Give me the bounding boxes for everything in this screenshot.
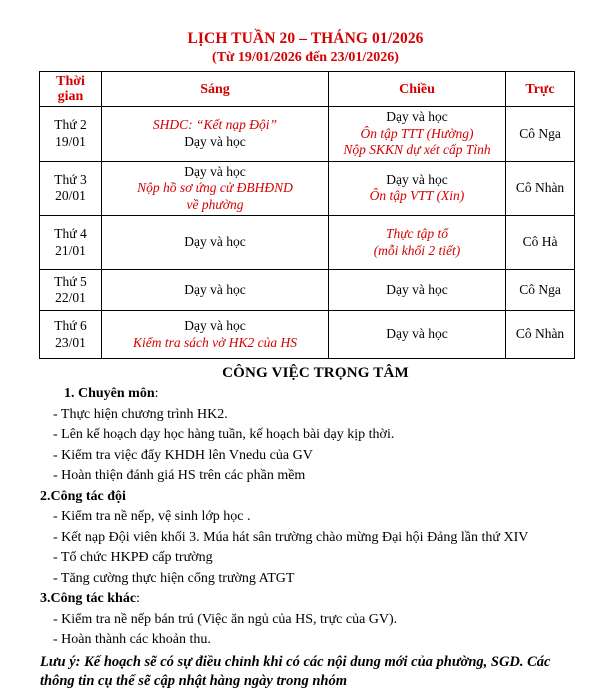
cell-afternoon (329, 270, 506, 311)
row-day: Thứ 6 (54, 318, 87, 333)
task-group-title (40, 384, 591, 405)
task-group-title (40, 589, 591, 610)
cell-afternoon (329, 161, 506, 216)
cell-duty: Cô Nhàn (506, 311, 575, 359)
closing-note: Lưu ý: Kế hoạch sẽ có sự điều chỉnh khi có các nội dung mới của phường, SGD. Các thông tin cụ thể sẽ cập nhật hàng ngày trong nhóm (40, 653, 551, 689)
task-line: (mỗi khối 2 tiết) (373, 242, 461, 258)
task-line: Dạy và học (184, 133, 246, 149)
cell-morning (102, 270, 329, 311)
row-date: 21/01 (55, 242, 86, 258)
page-subtitle: (Từ 19/01/2026 đến 23/01/2026) (212, 50, 399, 65)
column-header-afternoon: Chiều (329, 72, 506, 107)
table-row (40, 270, 575, 311)
column-header-morning: Sáng (102, 72, 329, 107)
cell-duty: Cô Nhàn (506, 161, 575, 216)
table-header-row (40, 72, 575, 107)
cell-morning (102, 216, 329, 270)
task-line: về phường (186, 196, 244, 212)
cell-time (40, 161, 102, 216)
task-item: - Lên kế hoạch dạy học hàng tuần, kế hoạch bài dạy kịp thời. (53, 427, 395, 442)
cell-duty: Cô Nga (506, 107, 575, 162)
task-item: - Hoàn thiện đánh giá HS trên các phần mềm (53, 468, 306, 483)
cell-time (40, 216, 102, 270)
task-line: Dạy và học (184, 163, 246, 179)
cell-morning (102, 311, 329, 359)
cell-time (40, 270, 102, 311)
key-tasks-section (0, 359, 611, 692)
column-header-duty: Trực (506, 72, 575, 107)
cell-morning (102, 161, 329, 216)
task-group-title-suffix: : (136, 591, 140, 606)
task-item: - Tổ chức HKPĐ cấp trường (53, 550, 213, 565)
task-group-title-text: 1. Chuyên môn (64, 386, 155, 401)
task-item: - Kiểm tra việc đẩy KHDH lên Vnedu của GV (53, 447, 313, 463)
row-day: Thứ 2 (54, 117, 87, 133)
task-item: - Kiểm tra nề nếp bán trú (Việc ăn ngủ của HS, trực của GV). (53, 611, 398, 627)
task-line: Kiểm tra sách vở HK2 của HS (133, 334, 297, 350)
schedule-table-body (40, 107, 575, 359)
row-day: Thứ 3 (54, 171, 87, 187)
cell-duty: Cô Hà (506, 216, 575, 270)
task-item: - Hoàn thành các khoản thu. (53, 632, 211, 647)
task-line: Dạy và học (184, 318, 246, 333)
cell-afternoon (329, 216, 506, 270)
cell-time (40, 311, 102, 359)
task-line: Dạy và học (184, 234, 246, 250)
task-line: Ôn tập VTT (Xin) (369, 188, 465, 204)
task-line: SHDC: “Kết nạp Đội” (152, 117, 278, 133)
task-groups-container (40, 384, 591, 651)
cell-afternoon (329, 311, 506, 359)
task-line: Nộp hồ sơ ứng cử ĐBHĐND (137, 180, 293, 195)
page-title: LỊCH TUẦN 20 – THÁNG 01/2026 (187, 30, 424, 47)
task-line: Dạy và học (386, 281, 448, 297)
task-group-title-text: 3.Công tác khác (40, 591, 137, 606)
task-line: Dạy và học (386, 326, 448, 342)
table-row (40, 161, 575, 216)
row-date: 19/01 (55, 133, 86, 149)
column-header-time: Thời gian (40, 72, 102, 107)
task-line: Thực tập tổ (385, 226, 449, 241)
cell-afternoon (329, 107, 506, 162)
table-row (40, 107, 575, 162)
cell-morning (102, 107, 329, 162)
task-line: Dạy và học (386, 109, 448, 124)
row-date: 20/01 (55, 188, 86, 204)
task-line: Nộp SKKN dự xét cấp Tỉnh (343, 142, 491, 157)
task-line: Dạy và học (386, 171, 448, 187)
row-date: 23/01 (55, 334, 86, 350)
task-item: - Kiểm tra nề nếp, vệ sinh lớp học . (53, 509, 251, 524)
task-group-title-suffix: : (154, 386, 159, 401)
task-item: - Thực hiện chương trình HK2. (53, 406, 228, 422)
row-day: Thứ 5 (54, 273, 87, 289)
row-day: Thứ 4 (54, 226, 87, 241)
task-group-title-text: 2.Công tác đội (40, 488, 126, 504)
cell-duty: Cô Nga (506, 270, 575, 311)
document-title-block (0, 0, 611, 67)
table-row (40, 216, 575, 270)
key-tasks-heading: CÔNG VIỆC TRỌNG TÂM (222, 365, 409, 381)
cell-time (40, 107, 102, 162)
row-date: 22/01 (55, 290, 86, 305)
task-item: - Kết nạp Đội viên khối 3. Múa hát sân trường chào mừng Đại hội Đảng lần thứ XIV (53, 529, 529, 545)
table-row (40, 311, 575, 359)
task-line: Ôn tập TTT (Hường) (360, 125, 474, 141)
task-line: Dạy và học (184, 281, 246, 297)
schedule-table-wrapper (0, 67, 611, 359)
weekly-schedule-table (39, 71, 575, 359)
task-item: - Tăng cường thực hiện cổng trường ATGT (53, 570, 295, 586)
task-group-title (40, 487, 591, 508)
